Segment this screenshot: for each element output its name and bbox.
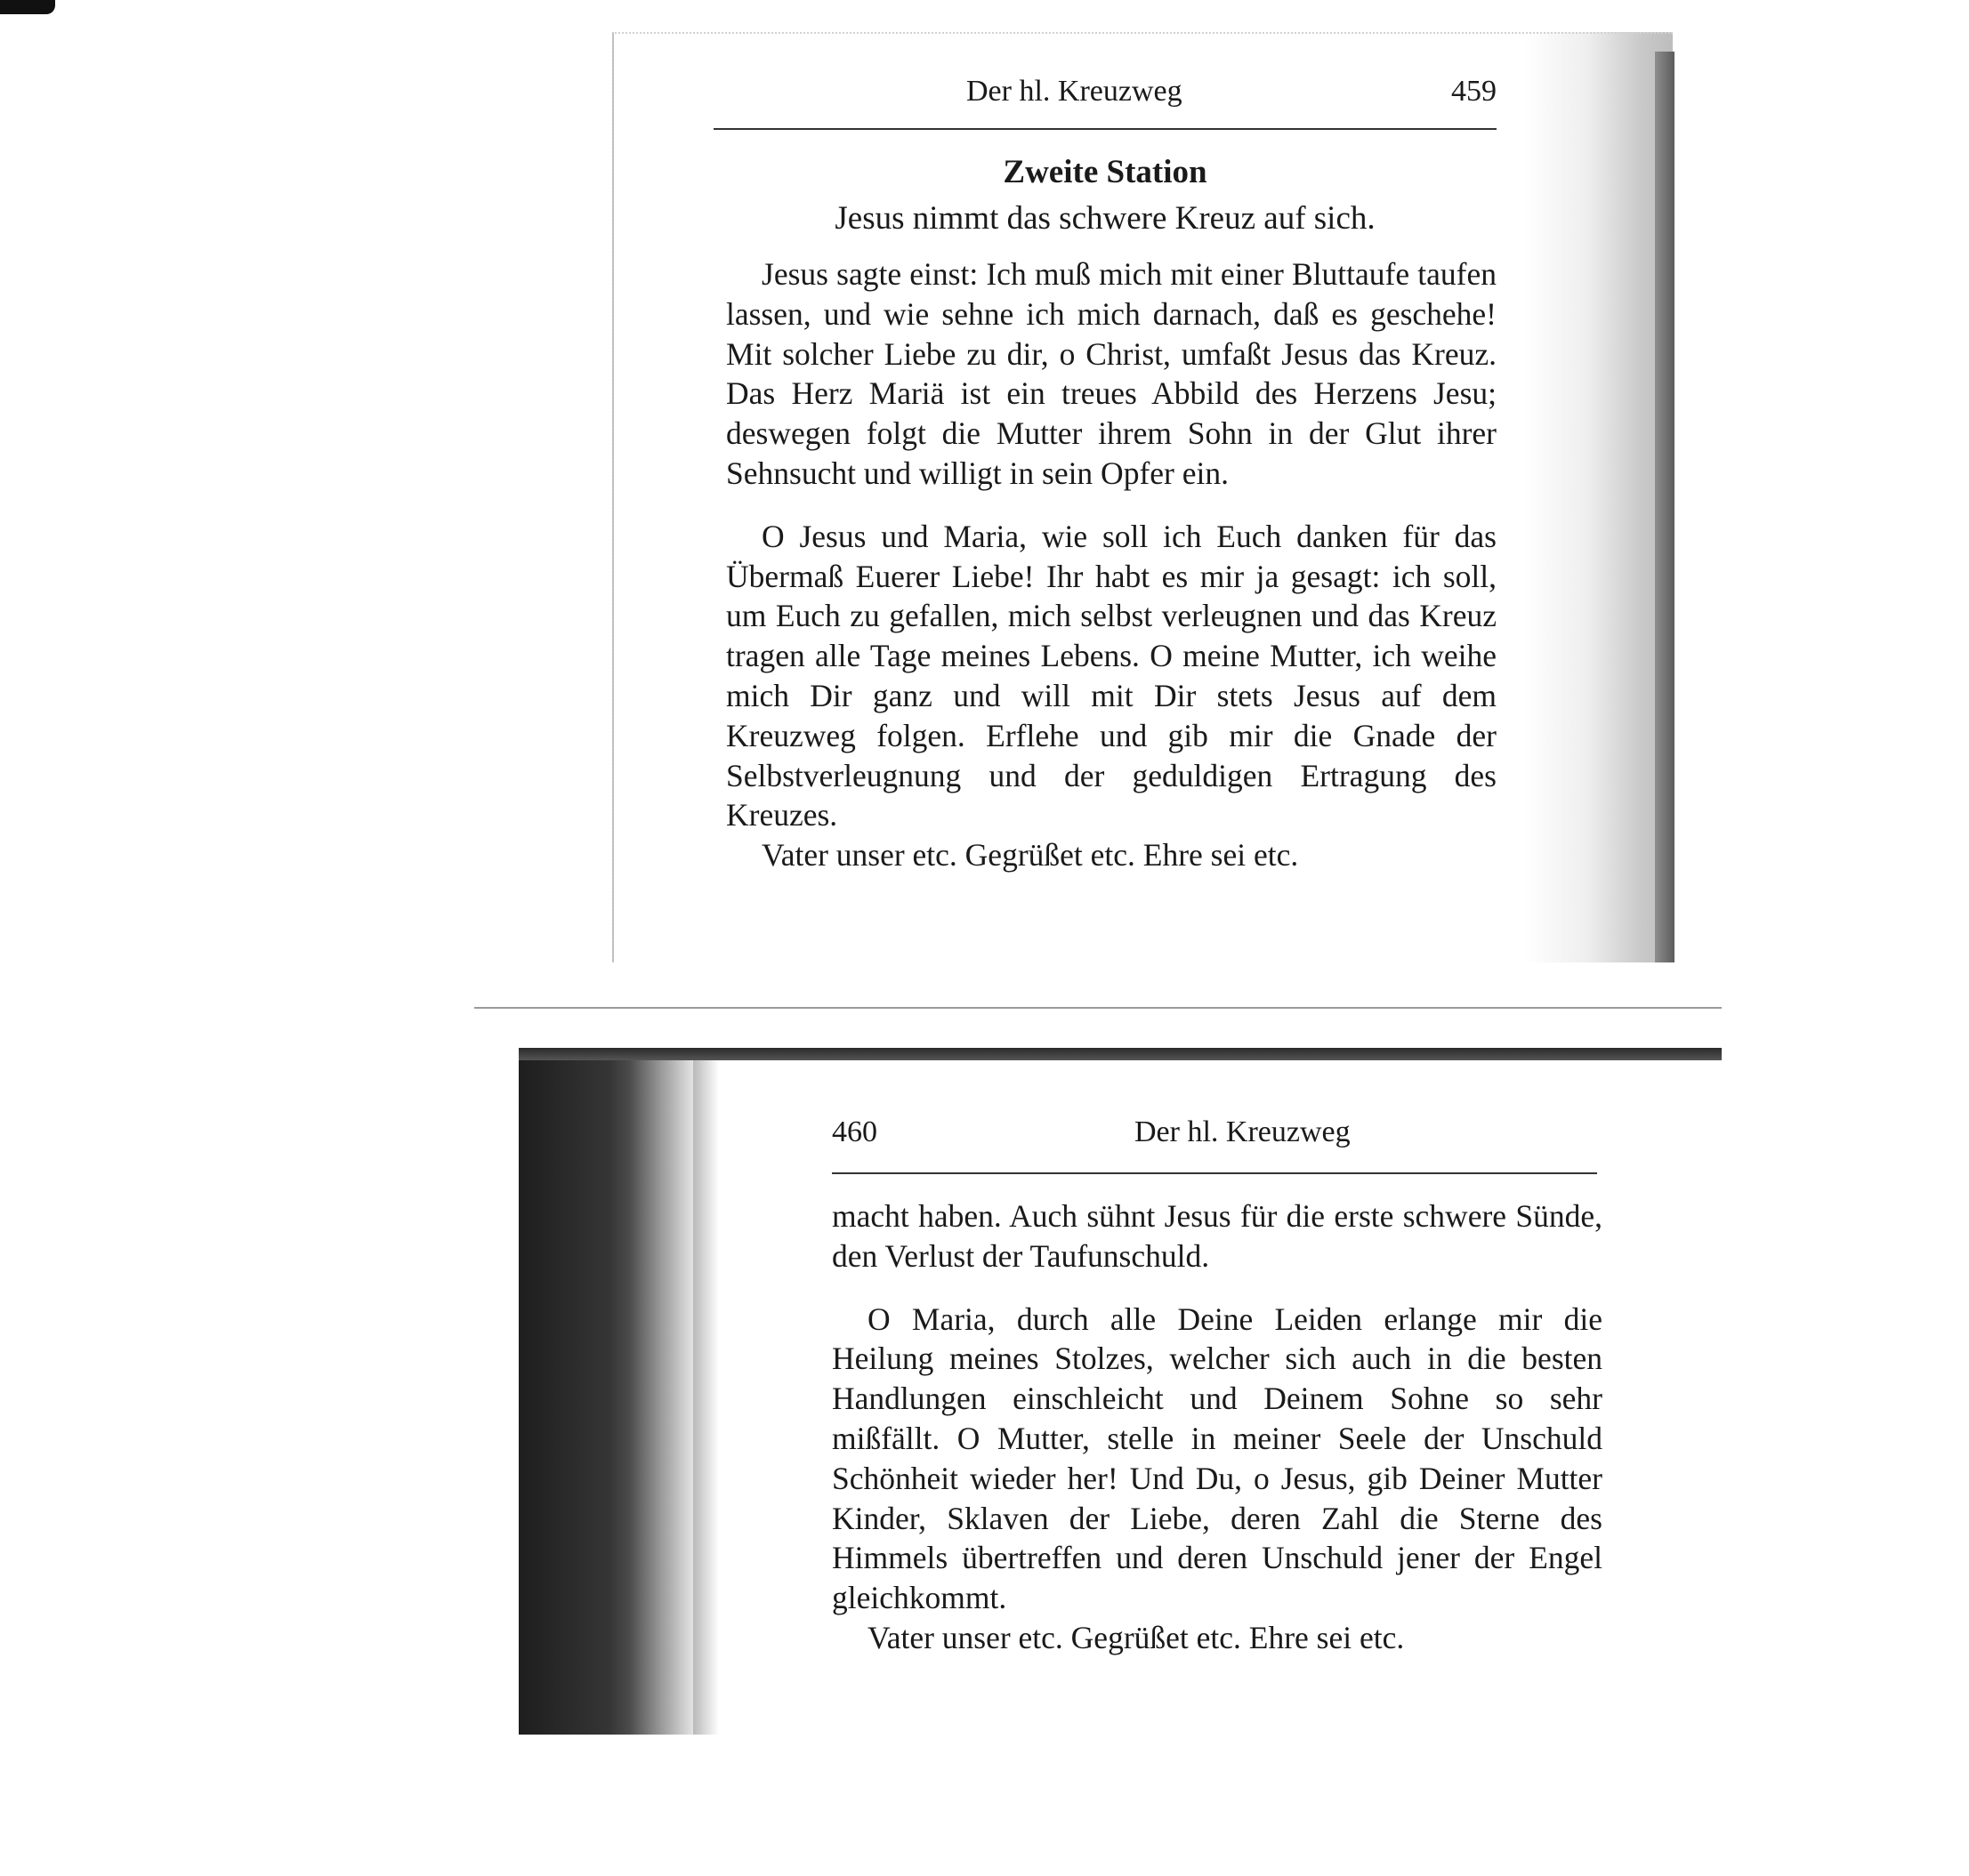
paragraph: Jesus sagte einst: Ich muß mich mit einer Bluttaufe taufen lassen, und wie sehne ich mich darnach, daß es geschehe! Mit solcher Liebe zu dir, o Christ, umfaßt Jesus das Kreuz. Das Herz Mariä ist ein treues Abbild des Herzens Jesu; deswegen folgt die Mutter ihrem Sohn in der Glut ihrer Sehnsucht und willigt in sein Opfer ein. <box>726 256 1497 491</box>
page-edge <box>629 1060 693 1735</box>
page-separator-line <box>474 1007 1722 1009</box>
scanned-page-460 <box>519 1048 1722 1735</box>
page-header <box>714 75 1497 121</box>
scan-corner-mark <box>0 0 55 14</box>
station-subtitle: Jesus nimmt das schwere Kreuz auf sich. <box>835 200 1376 237</box>
closing-prayer: Vater unser etc. Gegrüßet etc. Ehre sei etc. <box>867 1619 1405 1655</box>
closing-prayer: Vater unser etc. Gegrüßet etc. Ehre sei etc. <box>762 837 1299 874</box>
header-rule <box>714 128 1497 130</box>
page-header <box>832 1115 1597 1162</box>
paragraph: O Jesus und Maria, wie soll ich Euch danken für das Übermaß Euerer Liebe! Ihr habt es mir ja gesagt: ich soll, um Euch zu gefallen, mich selbst verleugnen und das Kreuz tragen alle Tage meines Lebens. O meine Mutter, ich weihe mich Dir ganz und will mit Dir stets Jesus auf dem Kreuzweg folgen. Erflehe und gib mir die Gnade der Selbstverleugnung und der geduldigen Ertragung des Kreuzes. <box>726 518 1497 833</box>
page-number: 460 <box>832 1115 877 1148</box>
page-number: 459 <box>1451 75 1497 108</box>
page-body <box>832 1196 1602 1658</box>
header-rule <box>832 1172 1597 1174</box>
book-top-edge <box>519 1048 1722 1060</box>
station-title: Zweite Station <box>1003 154 1207 190</box>
paragraph: O Maria, durch alle Deine Leiden erlange mir die Heilung meines Stolzes, welcher sich auch in die besten Handlungen einschleicht und Deinem Sohne so sehr mißfällt. O Mutter, stelle in meiner Seele der Unschuld Schönheit wieder her! Und Du, o Jesus, gib Deiner Mutter Kinder, Sklaven der Liebe, deren Zahl die Sterne des Himmels übertreffen und deren Unschuld jener der Engel gleichkommt. <box>832 1300 1602 1616</box>
paragraph: macht haben. Auch sühnt Jesus für die erste schwere Sünde, den Verlust der Taufunschuld. <box>832 1198 1602 1274</box>
running-title: Der hl. Kreuzweg <box>966 75 1182 108</box>
scanned-page-459 <box>612 32 1673 962</box>
page-body <box>726 254 1497 875</box>
book-spine-shadow <box>1655 52 1674 962</box>
running-title: Der hl. Kreuzweg <box>1134 1115 1351 1148</box>
